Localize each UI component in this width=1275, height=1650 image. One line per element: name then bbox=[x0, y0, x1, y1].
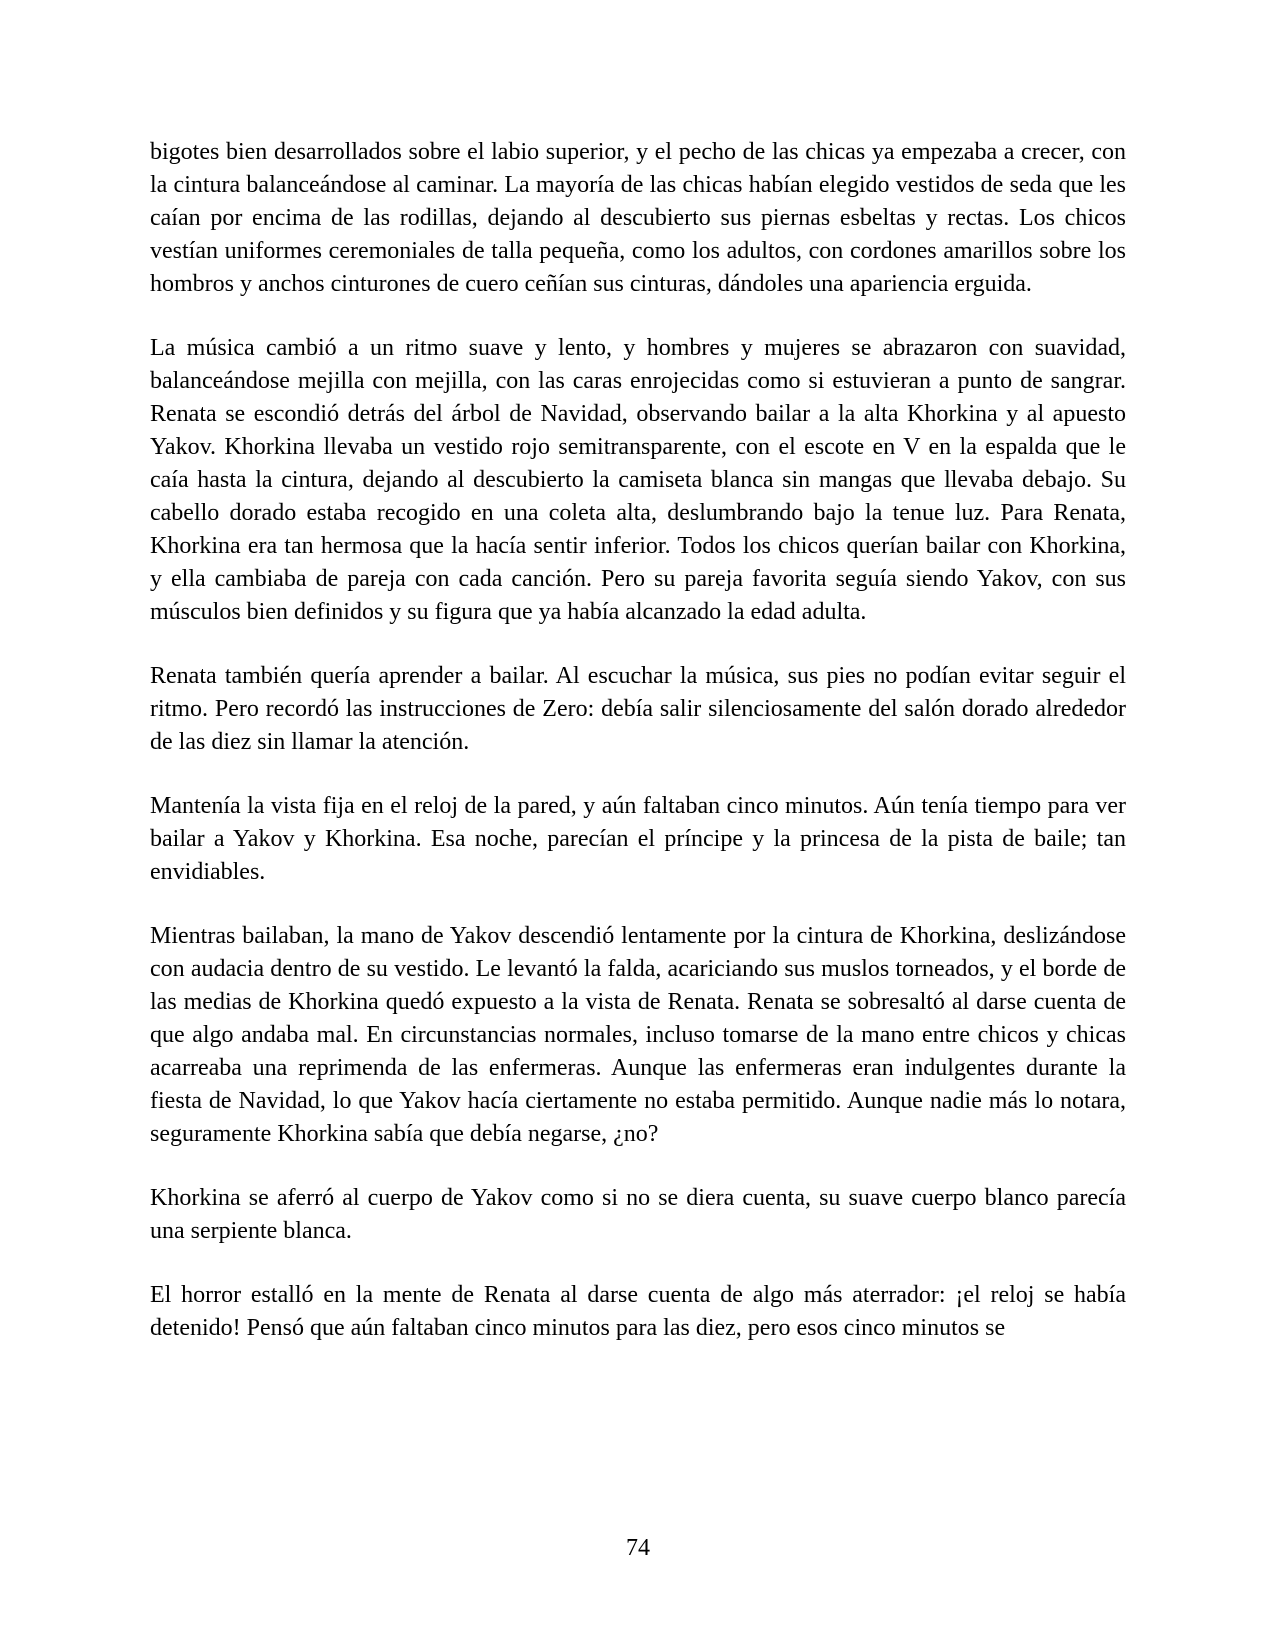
paragraph: Renata también quería aprender a bailar. Al escuchar la música, sus pies no podían evitar seguir el ritmo. Pero recordó las instrucciones de Zero: debía salir silenciosamente del salón dorado alrededor de las diez sin llamar la atención. bbox=[150, 663, 1126, 755]
page-number: 74 bbox=[626, 1535, 650, 1561]
paragraph: bigotes bien desarrollados sobre el labio superior, y el pecho de las chicas ya empezaba a crecer, con la cintura balanceándose al caminar. La mayoría de las chicas habían elegido vestidos de seda que les caían por encima de las rodillas, dejando al descubierto sus piernas esbeltas y rectas. Los chicos vestían uniformes ceremoniales de talla pequeña, como los adultos, con cordones amarillos sobre los hombros y anchos cinturones de cuero ceñían sus cinturas, dándoles una apariencia erguida. bbox=[150, 139, 1126, 297]
paragraph: La música cambió a un ritmo suave y lento, y hombres y mujeres se abrazaron con suavidad, balanceándose mejilla con mejilla, con las caras enrojecidas como si estuvieran a punto de sangrar. Renata se escondió detrás del árbol de Navidad, observando bailar a la alta Khorkina y al apuesto Yakov. Khorkina llevaba un vestido rojo semitransparente, con el escote en V en la espalda que le caía hasta la cintura, dejando al descubierto la camiseta blanca sin mangas que llevaba debajo. Su cabello dorado estaba recogido en una coleta alta, deslumbrando bajo la tenue luz. Para Renata, Khorkina era tan hermosa que la hacía sentir inferior. Todos los chicos querían bailar con Khorkina, y ella cambiaba de pareja con cada canción. Pero su pareja favorita seguía siendo Yakov, con sus músculos bien definidos y su figura que ya había alcanzado la edad adulta. bbox=[150, 335, 1126, 625]
paragraph: Mientras bailaban, la mano de Yakov descendió lentamente por la cintura de Khorkina, deslizándose con audacia dentro de su vestido. Le levantó la falda, acariciando sus muslos torneados, y el borde de las medias de Khorkina quedó expuesto a la vista de Renata. Renata se sobresaltó al darse cuenta de que algo andaba mal. En circunstancias normales, incluso tomarse de la mano entre chicos y chicas acarreaba una reprimenda de las enfermeras. Aunque las enfermeras eran indulgentes durante la fiesta de Navidad, lo que Yakov hacía ciertamente no estaba permitido. Aunque nadie más lo notara, seguramente Khorkina sabía que debía negarse, ¿no? bbox=[150, 923, 1126, 1147]
paragraph: Mantenía la vista fija en el reloj de la pared, y aún faltaban cinco minutos. Aún tenía tiempo para ver bailar a Yakov y Khorkina. Esa noche, parecían el príncipe y la princesa de la pista de baile; tan envidiables. bbox=[150, 793, 1126, 885]
page-footer bbox=[150, 1532, 1126, 1565]
page-body-text bbox=[150, 136, 1126, 1345]
paragraph: El horror estalló en la mente de Renata al darse cuenta de algo más aterrador: ¡el reloj se había detenido! Pensó que aún faltaban cinco minutos para las diez, pero esos cinco minutos se bbox=[150, 1282, 1126, 1341]
paragraph: Khorkina se aferró al cuerpo de Yakov como si no se diera cuenta, su suave cuerpo blanco parecía una serpiente blanca. bbox=[150, 1185, 1126, 1244]
